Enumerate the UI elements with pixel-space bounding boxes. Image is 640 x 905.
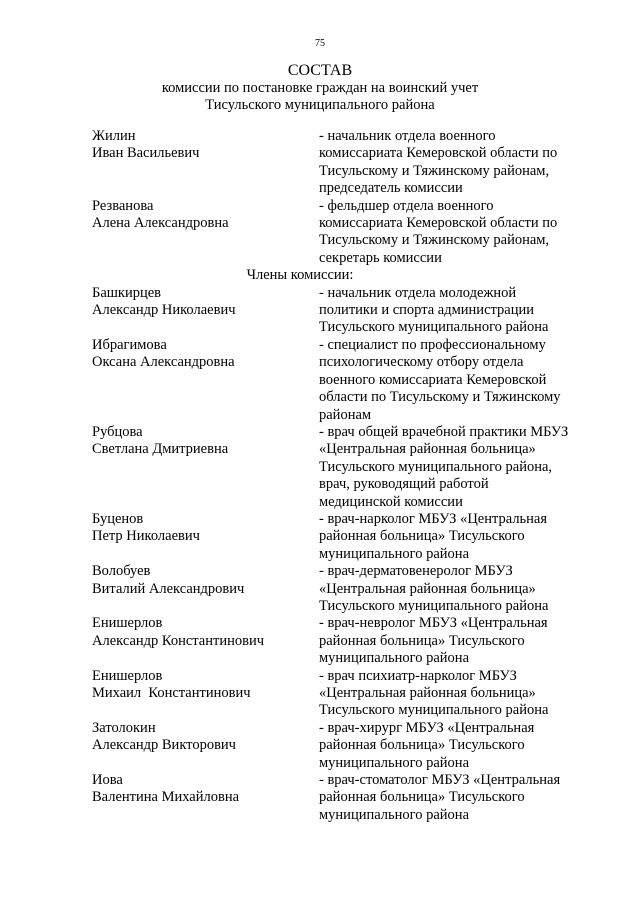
document-subtitle-line: Тисульского муниципального района (205, 97, 435, 114)
person-surname: Башкирцев (92, 284, 162, 301)
role-line: муниципального района (319, 545, 469, 562)
person-given-name: Виталий Александрович (92, 580, 245, 597)
person-surname: Ибрагимова (92, 336, 167, 353)
role-line: «Центральная районная больница» (319, 580, 536, 597)
document-heading (0, 61, 640, 115)
person-name (92, 511, 319, 563)
role-line: районная больница» Тисульского (319, 737, 525, 754)
role-line: - врач общей врачебной практики МБУЗ (319, 423, 569, 440)
role-line: муниципального района (319, 806, 469, 823)
role-line: - фельдшер отдела военного (319, 197, 494, 214)
person-surname: Волобуев (92, 563, 151, 580)
role-line: Тисульского муниципального района (319, 702, 549, 719)
person-surname: Рубцова (92, 423, 143, 440)
role-line: «Центральная районная больница» (319, 685, 536, 701)
person-role (319, 563, 592, 615)
members-list (92, 285, 592, 825)
person-given-name: Оксана Александровна (92, 354, 235, 371)
person-role (319, 198, 592, 268)
person-surname: Енишерлов (92, 667, 163, 684)
person-entry (92, 198, 592, 268)
person-name (92, 772, 319, 824)
members-heading: Члены комиссии: (246, 267, 354, 284)
role-line: районам (319, 406, 372, 423)
commission-roster (92, 128, 592, 824)
person-name (92, 615, 319, 667)
person-entry (92, 285, 592, 337)
person-role (319, 615, 592, 667)
role-line: муниципального района (319, 650, 469, 667)
person-entry (92, 772, 592, 824)
person-name (92, 424, 319, 511)
role-line: районная больница» Тисульского (319, 632, 525, 649)
role-line: Тисульского муниципального района (319, 319, 549, 336)
role-line: военного комиссариата Кемеровской (319, 371, 547, 388)
role-line: - врач-нарколог МБУЗ «Центральная (319, 510, 548, 527)
role-line: председатель комиссии (319, 180, 463, 197)
person-given-name: Александр Николаевич (92, 302, 236, 319)
person-given-name: Алена Александровна (92, 215, 229, 232)
person-role (319, 285, 592, 337)
person-role (319, 128, 592, 198)
role-line: Тисульского муниципального района, (319, 458, 553, 475)
role-line: - начальник отдела молодежной (319, 284, 517, 301)
role-line: - врач-невролог МБУЗ «Центральная (319, 615, 548, 632)
page-number: 75 (315, 38, 325, 49)
role-line: области по Тисульскому и Тяжинскому (319, 389, 561, 406)
role-line: - врач-хирург МБУЗ «Центральная (319, 719, 535, 736)
person-surname: Иова (92, 772, 123, 789)
role-line: секретарь комиссии (319, 249, 442, 266)
role-line: врач, руководящий работой (319, 476, 489, 493)
person-role (319, 668, 592, 720)
role-line: - врач-стоматолог МБУЗ «Центральная (319, 772, 561, 789)
person-entry (92, 668, 592, 720)
person-surname: Буценов (92, 510, 144, 527)
person-name (92, 337, 319, 424)
role-line: Тисульскому и Тяжинскому районам, (319, 162, 550, 179)
role-line: - специалист по профессиональному (319, 336, 546, 353)
person-name (92, 285, 319, 337)
person-given-name: Александр Викторович (92, 737, 236, 754)
role-line: районная больница» Тисульского (319, 789, 525, 806)
person-entry (92, 128, 592, 198)
person-entry (92, 337, 592, 424)
person-given-name: Валентина Михайловна (92, 789, 240, 806)
role-line: комиссариата Кемеровской области по (319, 215, 558, 232)
person-role (319, 720, 592, 772)
document-subtitle-line: комиссии по постановке граждан на воинский учет (161, 80, 479, 96)
leaders-list (92, 128, 592, 267)
person-entry (92, 424, 592, 511)
role-line: «Центральная районная больница» (319, 441, 536, 458)
role-line: - начальник отдела военного (319, 128, 496, 144)
person-surname: Резванова (92, 197, 154, 214)
person-given-name: Светлана Дмитриевна (92, 441, 229, 458)
person-role (319, 511, 592, 563)
person-entry (92, 720, 592, 772)
role-line: - врач-дерматовенеролог МБУЗ (319, 563, 513, 580)
role-line: - врач психиатр-нарколог МБУЗ (319, 667, 517, 684)
person-given-name: Иван Васильевич (92, 145, 200, 162)
person-entry (92, 511, 592, 563)
person-name (92, 668, 319, 720)
person-entry (92, 563, 592, 615)
role-line: политики и спорта администрации (319, 302, 534, 319)
person-given-name: Петр Николаевич (92, 528, 200, 545)
person-given-name: Михаил Константинович (92, 685, 251, 701)
person-surname: Жилин (92, 128, 136, 144)
person-entry (92, 615, 592, 667)
person-name (92, 720, 319, 772)
role-line: психологическому отбору отдела (319, 354, 524, 371)
person-role (319, 772, 592, 824)
role-line: муниципального района (319, 754, 469, 771)
role-line: районная больница» Тисульского (319, 528, 525, 545)
document-title: СОСТАВ (287, 62, 353, 79)
role-line: медицинской комиссии (319, 493, 463, 510)
person-surname: Затолокин (92, 719, 156, 736)
person-name (92, 128, 319, 198)
role-line: комиссариата Кемеровской области по (319, 145, 558, 162)
person-name (92, 563, 319, 615)
role-line: Тисульского муниципального района (319, 597, 549, 614)
person-role (319, 424, 592, 511)
person-given-name: Александр Константинович (92, 632, 264, 649)
role-line: Тисульскому и Тяжинскому районам, (319, 232, 550, 249)
person-name (92, 198, 319, 268)
person-role (319, 337, 592, 424)
person-surname: Енишерлов (92, 615, 163, 632)
